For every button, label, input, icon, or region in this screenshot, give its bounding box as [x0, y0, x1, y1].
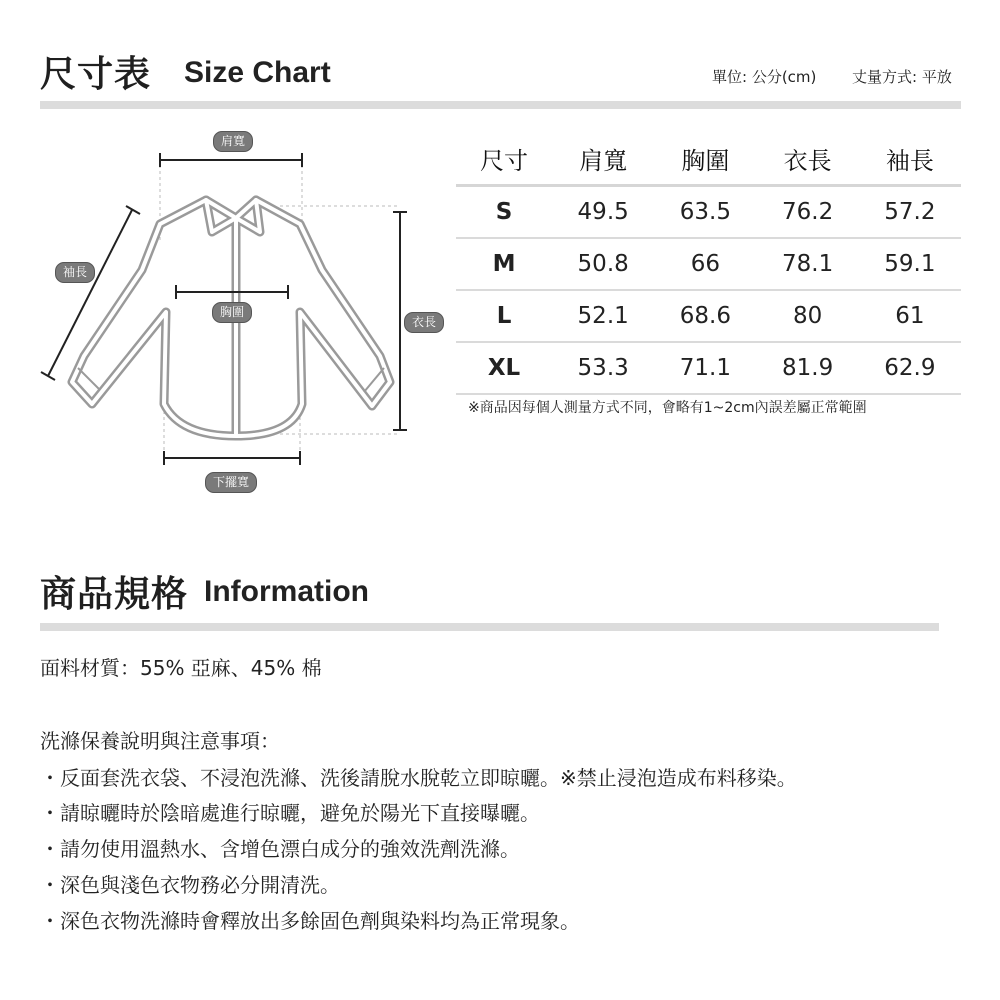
hem-label: 下擺寬 [205, 472, 257, 493]
length-cell: 80 [757, 290, 859, 342]
chest-label: 胸圍 [212, 302, 252, 323]
measure-method-label: 丈量方式: 平放 [852, 68, 952, 86]
shoulder-cell: 53.3 [552, 342, 654, 394]
size-cell: S [456, 186, 552, 239]
length-cell: 78.1 [757, 238, 859, 290]
info-title: 商品規格 [40, 574, 189, 615]
sleeve-label: 袖長 [55, 262, 95, 283]
chest-cell: 66 [654, 238, 756, 290]
care-item: ・深色與淺色衣物務必分開清洗。 [40, 873, 340, 897]
care-title: 洗滌保養說明與注意事項： [40, 729, 280, 753]
header-chest: 胸圍 [654, 132, 756, 186]
chest-cell: 63.5 [654, 186, 756, 239]
table-row [456, 186, 961, 239]
size-chart-title: 尺寸表 [40, 54, 152, 95]
table-row [456, 342, 961, 394]
table-row [456, 238, 961, 290]
sleeve-cell: 59.1 [859, 238, 961, 290]
unit-label: 單位: 公分(cm) [712, 68, 817, 86]
chest-cell: 68.6 [654, 290, 756, 342]
header-shoulder: 肩寬 [552, 132, 654, 186]
size-table [456, 132, 961, 395]
header-length: 衣長 [757, 132, 859, 186]
info-title-en: Information [204, 575, 369, 608]
size-table-header-row [456, 132, 961, 186]
care-item: ・深色衣物洗滌時會釋放出多餘固色劑與染料均為正常現象。 [40, 909, 580, 933]
table-row [456, 290, 961, 342]
header-size: 尺寸 [456, 132, 552, 186]
measurement-note: ※商品因每個人測量方式不同，會略有1~2cm內誤差屬正常範圍 [468, 400, 867, 416]
care-item: ・請晾曬時於陰暗處進行晾曬，避免於陽光下直接曝曬。 [40, 801, 540, 825]
shoulder-cell: 52.1 [552, 290, 654, 342]
shoulder-cell: 50.8 [552, 238, 654, 290]
length-cell: 81.9 [757, 342, 859, 394]
shoulder-cell: 49.5 [552, 186, 654, 239]
size-cell: M [456, 238, 552, 290]
length-cell: 76.2 [757, 186, 859, 239]
size-chart-title-en: Size Chart [184, 56, 331, 89]
length-label: 衣長 [404, 312, 444, 333]
chest-cell: 71.1 [654, 342, 756, 394]
care-item: ・請勿使用溫熱水、含增色漂白成分的強效洗劑洗滌。 [40, 837, 520, 861]
header-sleeve: 袖長 [859, 132, 961, 186]
material-text: 面料材質：55% 亞麻、45% 棉 [40, 656, 322, 680]
size-chart-divider [40, 101, 961, 109]
sleeve-cell: 62.9 [859, 342, 961, 394]
size-cell: XL [456, 342, 552, 394]
shoulder-label: 肩寬 [213, 131, 253, 152]
info-divider [40, 623, 939, 631]
size-cell: L [456, 290, 552, 342]
care-item: ・反面套洗衣袋、不浸泡洗滌、洗後請脫水脫乾立即晾曬。※禁止浸泡造成布料移染。 [40, 766, 797, 790]
sleeve-cell: 61 [859, 290, 961, 342]
sleeve-cell: 57.2 [859, 186, 961, 239]
